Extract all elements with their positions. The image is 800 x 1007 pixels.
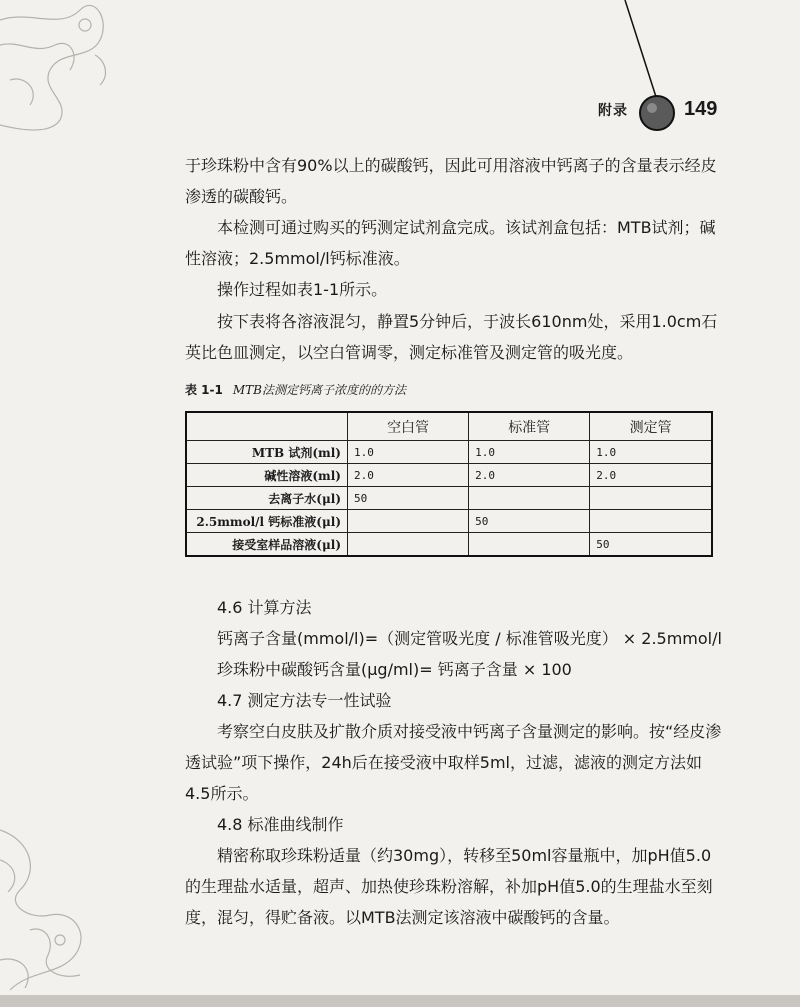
- section-4-6-title: 4.6 计算方法: [217, 598, 312, 617]
- table-header-row: [186, 412, 712, 441]
- section-4-7-text: 考察空白皮肤及扩散介质对接受液中钙离子含量测定的影响。按“经皮渗透试验”项下操作，24h后在接受液中取样5ml，过滤，滤液的测定方法如4.5所示。: [185, 722, 722, 803]
- cell-standard: 2.0: [469, 464, 590, 487]
- section-label: 附录: [598, 103, 628, 119]
- table-caption: [185, 381, 406, 398]
- table-row: [186, 464, 712, 487]
- table-row: [186, 510, 712, 533]
- row-label: 去离子水(μl): [186, 487, 348, 510]
- table-row: [186, 487, 712, 510]
- column-header-test: 测定管: [590, 412, 712, 441]
- dragon-ornament-top-left: [0, 0, 120, 140]
- column-header-standard: 标准管: [469, 412, 590, 441]
- cell-standard: 50: [469, 510, 590, 533]
- paragraph-4: 按下表将各溶液混匀，静置5分钟后，于波长610nm处，采用1.0cm石英比色皿测定，以空白管调零，测定标准管及测定管的吸光度。: [185, 312, 718, 362]
- cell-test: 1.0: [590, 441, 712, 464]
- table-caption-label: 表 1-1: [185, 383, 223, 397]
- cell-standard: 1.0: [469, 441, 590, 464]
- cell-blank: [348, 510, 469, 533]
- page-bottom-edge: [0, 995, 800, 1007]
- cell-blank: [348, 533, 469, 557]
- cell-blank: 2.0: [348, 464, 469, 487]
- row-label: 接受室样品溶液(μl): [186, 533, 348, 557]
- section-4-8-text: 精密称取珍珠粉适量（约30mg），转移至50ml容量瓶中，加pH值5.0的生理盐水适量，超声、加热使珍珠粉溶解，补加pH值5.0的生理盐水至刻度，混匀，得贮备液。以MTB法测定该溶液中碳酸钙的含量。: [185, 846, 713, 927]
- table-row: [186, 441, 712, 464]
- paragraph-3: 操作过程如表1-1所示。: [217, 280, 388, 299]
- formula-calcium-content: 钙离子含量(mmol/l)=（测定管吸光度 / 标准管吸光度） × 2.5mmol/l: [217, 629, 722, 648]
- paragraph-1: 于珍珠粉中含有90%以上的碳酸钙，因此可用溶液中钙离子的含量表示经皮渗透的碳酸钙。: [185, 156, 717, 206]
- section-4-7-title: 4.7 测定方法专一性试验: [217, 691, 392, 710]
- cell-standard: [469, 487, 590, 510]
- dragon-ornament-bottom-left: [0, 820, 120, 1007]
- cell-blank: 50: [348, 487, 469, 510]
- table-row: [186, 533, 712, 557]
- row-label: 2.5mmol/l 钙标准液(μl): [186, 510, 348, 533]
- paragraph-2: 本检测可通过购买的钙测定试剂盒完成。该试剂盒包括：MTB试剂；碱性溶液；2.5mmol/l钙标准液。: [185, 218, 716, 268]
- formula-carbonate-content: 珍珠粉中碳酸钙含量(μg/ml)= 钙离子含量 × 100: [217, 660, 572, 679]
- table-caption-title: MTB法测定钙离子浓度的的方法: [232, 383, 406, 397]
- cell-blank: 1.0: [348, 441, 469, 464]
- column-header-blank: 空白管: [348, 412, 469, 441]
- column-header-empty: [186, 412, 348, 441]
- cell-test: [590, 510, 712, 533]
- cell-test: 2.0: [590, 464, 712, 487]
- row-label: MTB 试剂(ml): [186, 441, 348, 464]
- row-label: 碱性溶液(ml): [186, 464, 348, 487]
- cell-test: [590, 487, 712, 510]
- reagent-table: [185, 411, 713, 557]
- section-4-8-title: 4.8 标准曲线制作: [217, 815, 344, 834]
- cell-test: 50: [590, 533, 712, 557]
- page-number: 149: [684, 98, 718, 120]
- cell-standard: [469, 533, 590, 557]
